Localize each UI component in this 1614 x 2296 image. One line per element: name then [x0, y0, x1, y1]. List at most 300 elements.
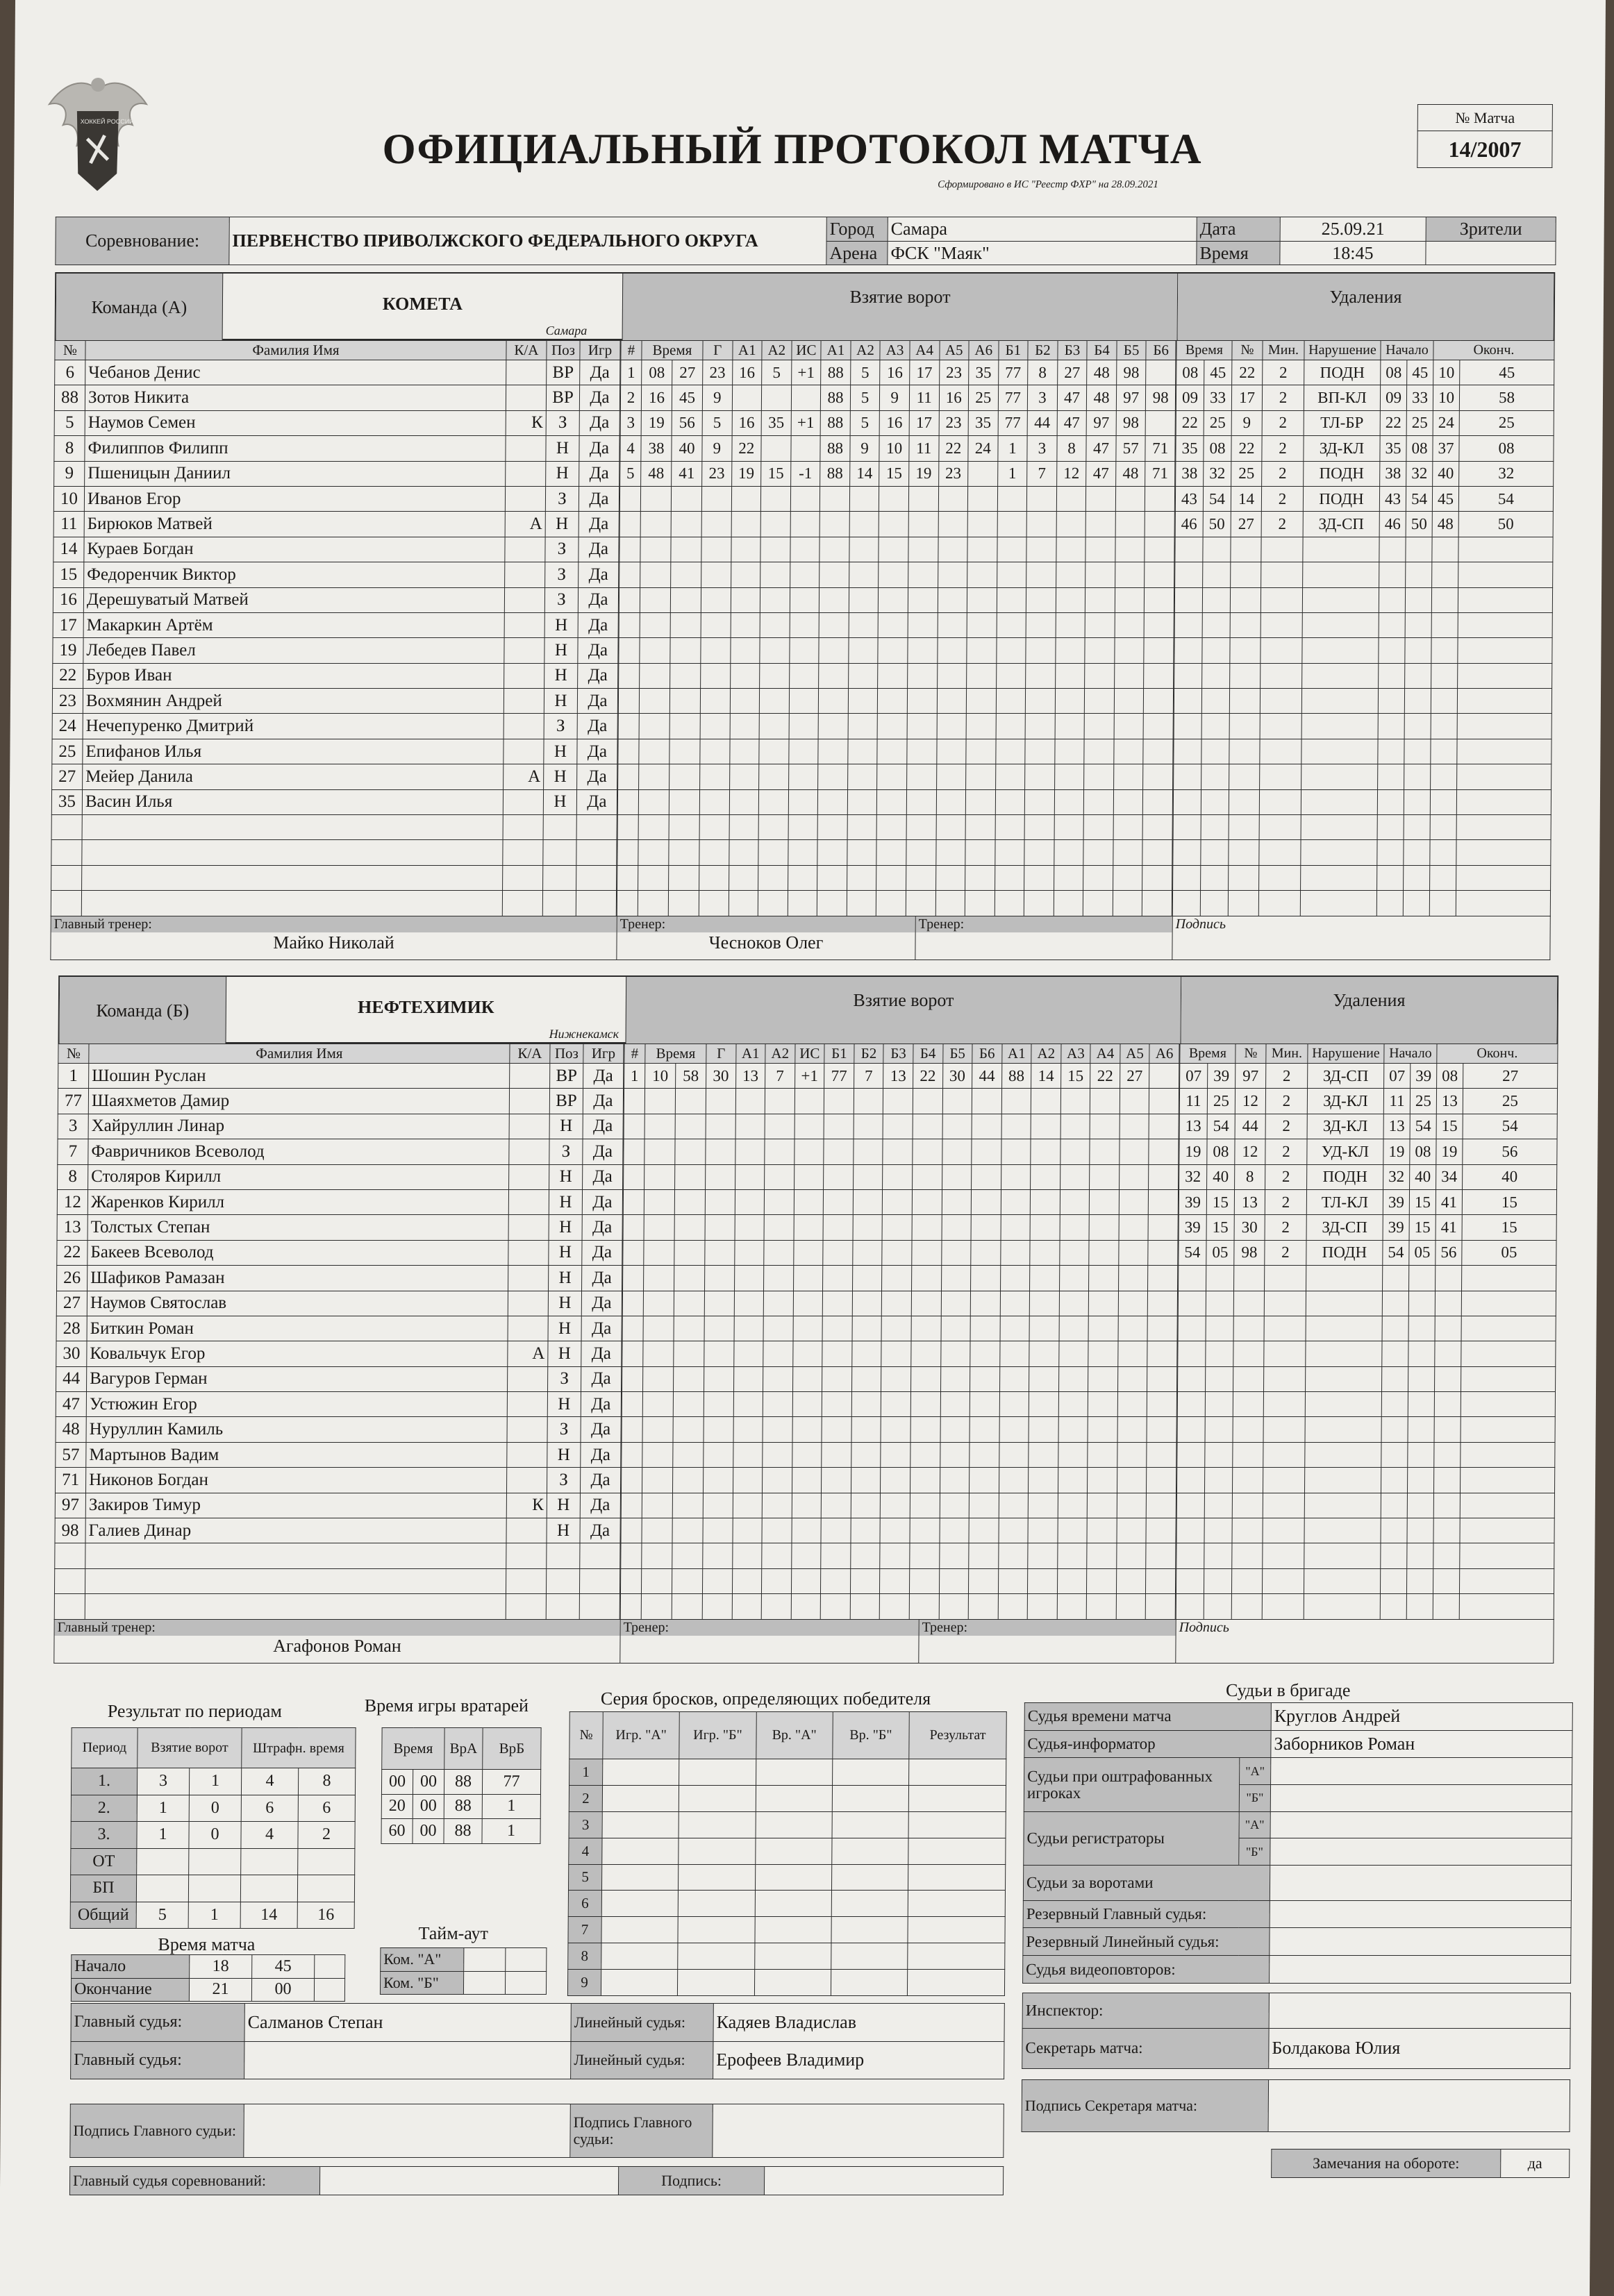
goal-cell: 22: [731, 436, 761, 461]
player-position: Н: [547, 1392, 581, 1417]
goal-cell: [731, 512, 761, 537]
penalty-cell: 24: [1433, 410, 1459, 435]
goal-cell: 17: [910, 360, 940, 385]
penalty-cell: [1230, 612, 1261, 637]
player-position: З: [547, 1468, 580, 1493]
goal-cell: [878, 689, 908, 714]
goal-cell: 4: [620, 436, 641, 461]
penalty-cell: [1405, 663, 1431, 688]
player-name: Васин Илья: [82, 789, 503, 814]
goal-cell: [673, 1417, 704, 1442]
goal-cell: [1147, 1392, 1177, 1417]
goal-cell: [1113, 764, 1143, 789]
table-row: [1179, 1164, 1557, 1189]
shootout-cell: [601, 1970, 678, 1996]
penalty-cell: [1229, 714, 1260, 739]
penalty-cell: [1376, 891, 1403, 916]
team_b-head-coach-cell: [54, 1619, 620, 1663]
goal-cell: 3: [1028, 385, 1058, 410]
goal-cell: [1026, 587, 1056, 612]
goal-cell: [1028, 1493, 1058, 1518]
penalty-cell: 19: [1179, 1139, 1207, 1164]
team_a-pen-col-1: №: [1232, 341, 1263, 360]
table-row: [71, 1822, 355, 1849]
goal-cell: [704, 1392, 733, 1417]
player-number: 27: [56, 1291, 87, 1316]
goal-cell: [1029, 1341, 1059, 1366]
goal-cell: [824, 1089, 854, 1114]
official-value-b: [1270, 1838, 1572, 1866]
penalty-cell: [1404, 739, 1431, 764]
penalty-cell: [1456, 840, 1551, 865]
penalty-cell: [1306, 1316, 1382, 1341]
goal-cell: 3: [1027, 436, 1057, 461]
goal-cell: [642, 1518, 672, 1543]
goal-cell: [765, 1164, 794, 1189]
goal-cell: [735, 1189, 765, 1214]
goal-cell: [675, 1114, 706, 1139]
goal-cell: [789, 689, 819, 714]
penalty-cell: [1233, 1392, 1263, 1417]
goalie-cell: 88: [444, 1794, 482, 1819]
penalty-cell: 2: [1263, 360, 1304, 385]
table-row: [58, 1089, 623, 1114]
goal-cell: [938, 486, 968, 511]
goal-cell: [674, 1341, 704, 1366]
goal-cell: [1085, 562, 1115, 587]
shootout-cell: [756, 1759, 833, 1786]
goal-cell: [1147, 1417, 1176, 1442]
goal-cell: [764, 1266, 794, 1291]
penalty-cell: [1408, 1366, 1435, 1391]
goal-cell: [789, 714, 819, 739]
penalty-cell: [1430, 840, 1456, 865]
match-number: 14/2007: [1417, 131, 1552, 168]
penalty-cell: [1305, 1468, 1381, 1493]
team_a-team-city: Самара: [545, 324, 588, 337]
table-row: [1179, 1139, 1557, 1164]
penalty-cell: [1176, 1594, 1204, 1619]
period-cell: [136, 1875, 188, 1902]
goal-cell: [1083, 891, 1113, 916]
penalty-cell: [1301, 714, 1378, 739]
goal-cell: [1113, 789, 1143, 814]
goal-cell: 27: [672, 360, 703, 385]
goal-cell: [883, 1164, 913, 1189]
goal-cell: 2: [620, 385, 641, 410]
goal-cell: [765, 1114, 794, 1139]
goal-cell: [1060, 1164, 1090, 1189]
penalty-cell: [1435, 1366, 1461, 1391]
goal-cell: [1146, 1594, 1176, 1619]
penalty-cell: [1303, 537, 1379, 562]
table-row: [57, 1240, 622, 1265]
goal-cell: [849, 612, 879, 637]
player-played: Да: [583, 1139, 623, 1164]
penalty-cell: [1433, 1493, 1460, 1518]
penalty-cell: [1178, 1291, 1206, 1316]
table-row: [56, 1417, 621, 1442]
table-row: [53, 587, 618, 612]
goal-cell: [996, 689, 1026, 714]
goal-cell: 77: [824, 1064, 854, 1089]
shootout-title: Серия бросков, определяющих победителя: [600, 1689, 931, 1709]
penalty-cell: 2: [1265, 1189, 1306, 1214]
player-position: Н: [546, 461, 579, 486]
goal-cell: 27: [1057, 360, 1087, 385]
player-number: [51, 865, 82, 890]
penalty-cell: [1436, 1266, 1462, 1291]
goal-cell: [907, 714, 937, 739]
goal-cell: [617, 865, 638, 890]
shootout-cell: [831, 1943, 908, 1970]
goal-cell: [1147, 1442, 1176, 1467]
time-value: 18:45: [1280, 242, 1426, 265]
penalty-cell: [1262, 1594, 1304, 1619]
official-value: [1271, 1758, 1572, 1785]
goal-cell: [1031, 1164, 1060, 1189]
penalty-cell: [1174, 612, 1202, 637]
penalty-cell: [1233, 1442, 1263, 1467]
table-row: [1175, 486, 1553, 511]
period-cell: 1: [188, 1902, 240, 1929]
goal-cell: 47: [1057, 410, 1087, 435]
table-row: [623, 1215, 1178, 1240]
goal-cell: [879, 512, 908, 537]
goal-cell: [818, 739, 848, 764]
penalty-cell: [1232, 1518, 1263, 1543]
table-row: [617, 789, 1172, 814]
goal-cell: [621, 1493, 642, 1518]
goal-cell: [968, 461, 998, 486]
penalty-cell: [1460, 1543, 1554, 1568]
penalty-cell: [1462, 1266, 1556, 1291]
penalty-cell: [1458, 663, 1552, 688]
goal-cell: [1057, 1594, 1087, 1619]
player-name: Наумов Семен: [85, 410, 506, 435]
penalty-cell: [1405, 612, 1431, 637]
goal-cell: [1054, 865, 1083, 890]
shootout-cell: [755, 1891, 832, 1917]
penalty-cell: 15: [1206, 1189, 1234, 1214]
official-side-b: "Б": [1239, 1785, 1270, 1812]
shootout-cell: [601, 1917, 679, 1943]
team_a-pen-col-3: Нарушение: [1304, 341, 1381, 360]
table-row: [71, 1795, 355, 1822]
goal-cell: 16: [732, 360, 762, 385]
penalty-cell: 11: [1179, 1089, 1207, 1114]
penalty-cell: [1261, 612, 1302, 637]
team_b-goals-col-5: ИС: [794, 1044, 824, 1064]
shootout-row-number: 1: [569, 1759, 603, 1786]
referee-signatures: [69, 2104, 1004, 2158]
goal-cell: [1085, 537, 1115, 562]
goal-cell: 48: [1087, 385, 1117, 410]
goal-cell: [622, 1442, 642, 1467]
remarks-label: Замечания на обороте:: [1272, 2150, 1501, 2178]
goal-cell: [1149, 1089, 1179, 1114]
table-row: [620, 436, 1175, 461]
penalty-cell: [1176, 1568, 1204, 1593]
penalty-cell: [1261, 587, 1302, 612]
player-played: Да: [583, 1164, 623, 1189]
player-number: 97: [55, 1493, 85, 1518]
penalty-cell: 9: [1231, 410, 1262, 435]
table-row: [569, 1838, 1006, 1864]
period-cell: Общий: [70, 1902, 136, 1929]
goal-cell: 47: [1086, 461, 1116, 486]
goal-cell: [851, 1442, 881, 1467]
shootout-row-number: 7: [568, 1917, 601, 1943]
goal-cell: [622, 1366, 643, 1391]
player-name: [82, 865, 503, 890]
penalty-cell: 40: [1207, 1164, 1235, 1189]
goal-cell: [644, 1240, 674, 1265]
goal-cell: [851, 1366, 881, 1391]
goal-cell: [1056, 562, 1085, 587]
goal-cell: [1026, 612, 1056, 637]
shootout-cell: [756, 1785, 833, 1811]
player-name: Филиппов Филипп: [85, 436, 506, 461]
goal-cell: [847, 789, 877, 814]
goal-cell: [760, 612, 790, 637]
match-end-min: 00: [251, 1978, 314, 2002]
player-name: Зотов Никита: [85, 385, 506, 410]
goal-cell: +1: [791, 360, 821, 385]
goal-cell: 19: [909, 461, 939, 486]
table-row: [1176, 1568, 1554, 1593]
player-name: Галиев Динар: [85, 1518, 506, 1543]
player-played: [576, 891, 616, 916]
goal-cell: [823, 1240, 853, 1265]
goal-cell: [824, 1114, 854, 1139]
penalty-cell: 27: [1463, 1064, 1558, 1089]
player-position: Н: [546, 436, 579, 461]
goal-cell: [823, 1266, 853, 1291]
goal-cell: [621, 1518, 642, 1543]
penalty-cell: [1378, 714, 1404, 739]
penalty-cell: [1259, 865, 1301, 890]
goal-cell: [762, 1518, 792, 1543]
goal-cell: [906, 865, 935, 890]
team_b-goals-col-11: Б6: [972, 1044, 1002, 1064]
goal-cell: [882, 1240, 912, 1265]
penalty-cell: 15: [1436, 1114, 1463, 1139]
goal-cell: [617, 891, 638, 916]
goal-cell: [674, 1215, 705, 1240]
team_b-pen-col-2: Мин.: [1266, 1044, 1308, 1064]
goal-cell: [640, 612, 670, 637]
goal-cell: [997, 612, 1026, 637]
penalty-cell: [1306, 1266, 1383, 1291]
goal-cell: [1060, 1240, 1090, 1265]
goal-cell: [735, 1139, 765, 1164]
penalty-cell: 08: [1204, 436, 1231, 461]
goal-cell: [638, 815, 669, 840]
table-row: [621, 1518, 1176, 1543]
player-name: [85, 1594, 506, 1619]
goal-cell: [642, 1543, 672, 1568]
goal-cell: [671, 562, 701, 587]
goal-cell: [851, 1543, 881, 1568]
table-row: [1023, 1865, 1571, 1900]
goal-cell: [908, 512, 938, 537]
penalty-cell: [1201, 840, 1229, 865]
team_b-roster-col-2: К/А: [510, 1044, 550, 1064]
goal-cell: [763, 1417, 792, 1442]
goal-cell: [1148, 1240, 1178, 1265]
shootout-table: [567, 1711, 1007, 1996]
penalty-cell: ВП-КЛ: [1304, 385, 1380, 410]
goal-cell: [967, 512, 997, 537]
penalty-cell: 2: [1262, 461, 1304, 486]
penalty-cell: [1457, 764, 1551, 789]
player-name: Закиров Тимур: [85, 1493, 506, 1518]
penalty-cell: 54: [1383, 1240, 1409, 1265]
goal-cell: [1058, 1493, 1088, 1518]
shootout-cell: [908, 1811, 1006, 1838]
penalty-cell: [1407, 1543, 1433, 1568]
goal-cell: [644, 1089, 675, 1114]
goal-cell: [1026, 638, 1056, 663]
shootout-cell: [601, 1891, 679, 1917]
goal-cell: [996, 638, 1026, 663]
penalty-cell: [1405, 587, 1431, 612]
goal-cell: [908, 612, 938, 637]
table-row: [1179, 1215, 1556, 1240]
penalty-cell: [1229, 789, 1259, 814]
table-row: [1176, 1594, 1554, 1619]
player-captain: А: [508, 1341, 548, 1366]
goal-cell: [851, 1392, 881, 1417]
goal-cell: [995, 891, 1024, 916]
goal-cell: [910, 1468, 940, 1493]
penalty-cell: [1433, 1568, 1459, 1593]
player-played: Да: [579, 410, 619, 435]
shootout-cell: [908, 1891, 1005, 1917]
team_a-goals-col-3: А1: [732, 341, 762, 360]
goal-cell: [1090, 1164, 1120, 1189]
goal-cell: [1142, 815, 1172, 840]
goal-cell: [1025, 714, 1055, 739]
table-row: [57, 1189, 622, 1214]
goal-cell: [1026, 663, 1056, 688]
table-row: [381, 1770, 540, 1795]
goal-cell: [1114, 739, 1144, 764]
goal-cell: [1145, 537, 1174, 562]
penalty-cell: [1381, 1442, 1408, 1467]
goal-cell: 56: [672, 410, 702, 435]
penalty-cell: [1434, 1442, 1461, 1467]
goal-cell: [936, 764, 966, 789]
penalty-cell: [1380, 1568, 1406, 1593]
goal-cell: [624, 1164, 644, 1189]
goal-cell: [822, 1316, 852, 1341]
goal-cell: [1060, 1189, 1090, 1214]
goal-cell: [911, 1316, 941, 1341]
player-number: 16: [53, 587, 83, 612]
penalty-cell: 22: [1231, 436, 1262, 461]
goal-cell: [999, 1392, 1029, 1417]
goal-cell: [792, 1518, 822, 1543]
penalty-cell: [1204, 1518, 1232, 1543]
penalty-cell: [1234, 1266, 1265, 1291]
penalty-cell: [1260, 689, 1301, 714]
team_a-goals-section-label: Взятие ворот: [622, 274, 1179, 340]
penalty-cell: [1405, 638, 1431, 663]
penalty-cell: [1456, 865, 1551, 890]
goal-cell: [792, 1442, 822, 1467]
player-number: 12: [57, 1189, 88, 1214]
shootout-col-3: Вр. "А": [756, 1712, 833, 1759]
player-position: З: [547, 1417, 581, 1442]
goal-cell: [674, 1240, 705, 1265]
penalty-cell: [1461, 1291, 1556, 1316]
goal-cell: [969, 1493, 999, 1518]
team_a-roster-col-0: №: [55, 341, 85, 360]
goal-cell: 27: [1120, 1064, 1149, 1089]
penalty-cell: [1204, 1493, 1232, 1518]
penalty-cell: [1177, 1417, 1205, 1442]
table-row: [55, 1518, 620, 1543]
player-captain: [505, 537, 545, 562]
goal-cell: [639, 714, 669, 739]
goal-cell: [998, 1568, 1028, 1593]
table-row: [54, 436, 619, 461]
goal-cell: [972, 1114, 1001, 1139]
goal-cell: [699, 815, 729, 840]
shootout-cell: [754, 1943, 831, 1970]
penalty-cell: [1431, 689, 1457, 714]
goal-cell: [995, 840, 1024, 865]
goal-cell: [881, 1417, 910, 1442]
goal-cell: [1054, 789, 1084, 814]
penalty-cell: [1258, 891, 1300, 916]
goalie-cell: 60: [381, 1819, 413, 1844]
goal-cell: [673, 1392, 704, 1417]
table-row: [617, 815, 1172, 840]
penalty-cell: [1305, 1442, 1381, 1467]
goal-cell: [1028, 1518, 1058, 1543]
penalty-cell: [1264, 1366, 1306, 1391]
player-number: [51, 840, 82, 865]
penalty-cell: 40: [1433, 461, 1459, 486]
team_a-goals-col-15: Б4: [1087, 341, 1117, 360]
table-row: [1176, 360, 1554, 385]
goal-cell: [912, 1215, 942, 1240]
official-value-b: [1270, 1785, 1572, 1812]
goal-cell: [644, 1139, 675, 1164]
goal-cell: 11: [909, 436, 939, 461]
table-row: [1176, 1493, 1554, 1518]
goal-cell: [822, 1468, 851, 1493]
goal-cell: [906, 815, 936, 840]
match-time-table: [71, 1954, 345, 2002]
goal-cell: [790, 587, 820, 612]
goal-cell: [941, 1266, 971, 1291]
penalty-cell: [1301, 815, 1377, 840]
goal-cell: [911, 1341, 941, 1366]
penalty-cell: 54: [1179, 1240, 1206, 1265]
goal-cell: 23: [702, 461, 732, 486]
penalty-cell: [1261, 638, 1302, 663]
table-row: [1174, 663, 1552, 688]
goal-cell: [852, 1316, 882, 1341]
goal-cell: [882, 1291, 912, 1316]
goal-cell: [1055, 714, 1085, 739]
player-number: 25: [52, 739, 83, 764]
goal-cell: [972, 1139, 1001, 1164]
